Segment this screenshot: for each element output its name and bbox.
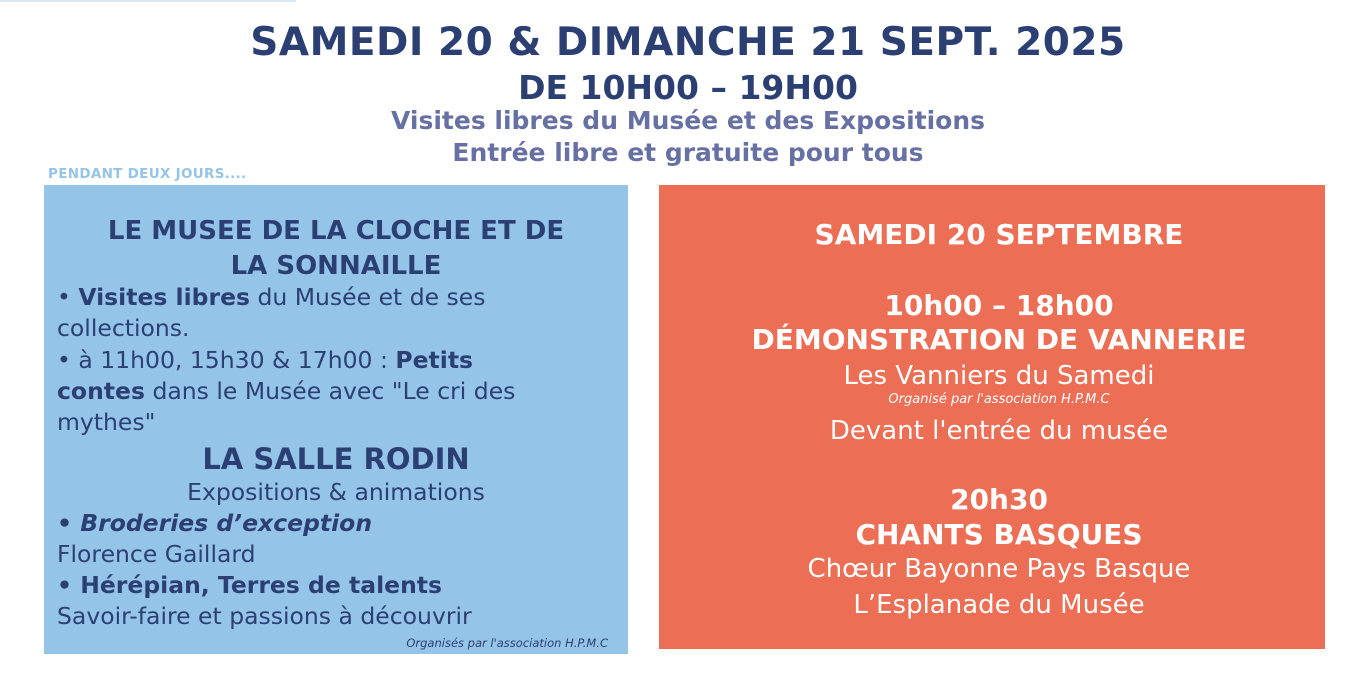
vannerie-organiser: Organisé par l'association H.P.M.C: [888, 392, 1110, 407]
saturday-program-panel: [659, 185, 1325, 649]
tales-item-line-2: [57, 376, 515, 407]
pendant-deux-jours-label: PENDANT DEUX JOURS....: [48, 166, 247, 182]
tales-bold-2: contes: [57, 377, 145, 405]
salle-rodin-subtitle: Expositions & animations: [187, 478, 485, 506]
chants-performers: Chœur Bayonne Pays Basque: [807, 554, 1191, 584]
tales-item: [57, 345, 473, 376]
left-organiser-note: Organisés par l'association H.P.M.C: [406, 636, 608, 650]
tales-item-line-3: mythes": [57, 408, 156, 436]
top-divider: [0, 0, 296, 2]
vannerie-title: DÉMONSTRATION DE VANNERIE: [751, 323, 1247, 356]
chants-time: 20h30: [950, 483, 1048, 516]
two-days-program-panel: [44, 185, 628, 654]
event-subtitle-visits: Visites libres du Musée et des Expositions: [390, 106, 986, 135]
event-subtitle-entry: Entrée libre et gratuite pour tous: [452, 138, 924, 167]
vannerie-performers: Les Vanniers du Samedi: [843, 361, 1155, 391]
exhibition-herepian-description: Savoir-faire et passions à découvrir: [57, 602, 472, 630]
museum-title-line-2: LA SONNAILLE: [230, 251, 442, 281]
event-dates-title: SAMEDI 20 & DIMANCHE 21 SEPT. 2025: [250, 20, 1126, 65]
chants-title: CHANTS BASQUES: [855, 518, 1143, 551]
saturday-title: SAMEDI 20 SEPTEMBRE: [814, 218, 1184, 251]
salle-rodin-title: LA SALLE RODIN: [202, 442, 470, 476]
museum-title-line-1: LE MUSEE DE LA CLOCHE ET DE: [107, 216, 565, 246]
tales-text: dans le Musée avec "Le cri des: [144, 377, 516, 405]
tales-times: • à 11h00, 15h30 & 17h00 :: [57, 346, 396, 374]
bullet: •: [57, 283, 79, 311]
exhibition-broderies-author: Florence Gaillard: [57, 540, 256, 568]
free-visits-text: du Musée et de ses: [250, 283, 486, 311]
free-visits-bold: Visites libres: [78, 283, 251, 311]
chants-place: L’Esplanade du Musée: [853, 590, 1145, 620]
free-visits-item: [57, 282, 486, 313]
tales-bold: Petits: [395, 346, 474, 374]
vannerie-time: 10h00 – 18h00: [884, 289, 1114, 322]
exhibition-broderies-title: • Broderies d’exception: [57, 509, 373, 537]
event-hours: DE 10H00 – 19H00: [518, 68, 858, 107]
exhibition-herepian-title: • Hérépian, Terres de talents: [57, 571, 443, 599]
vannerie-place: Devant l'entrée du musée: [829, 416, 1169, 446]
free-visits-item-line-2: collections.: [57, 314, 190, 342]
